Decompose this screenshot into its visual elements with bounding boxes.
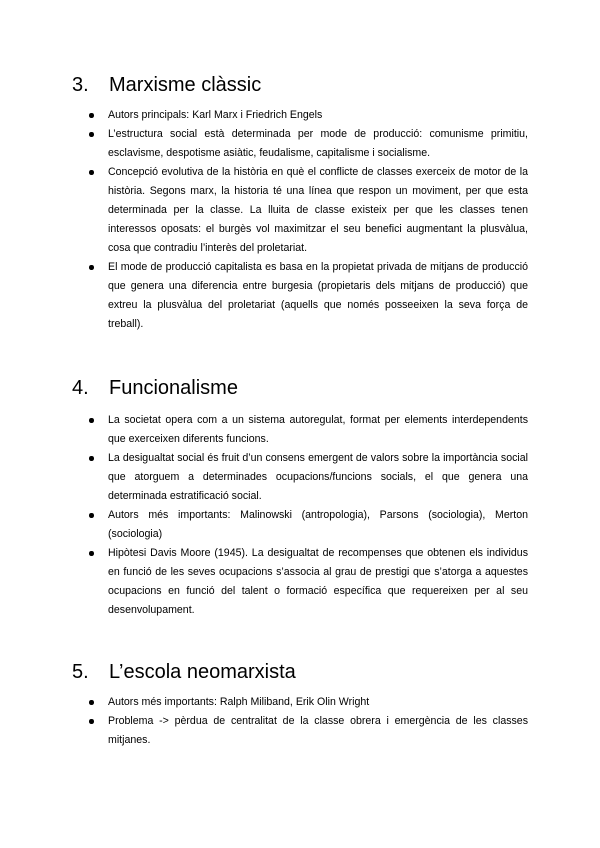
section-title: L’escola neomarxista [109,661,296,683]
list-item [72,544,528,620]
list-item-text: Autors més importants: Ralph Miliband, Erik Olin Wright [108,696,370,708]
section-marxisme-classic [72,73,528,334]
list-item-text: Autors principals: Karl Marx i Friedrich Engels [108,109,323,121]
list-item-text: La societat opera com a un sistema autoregulat, format per elements interdependents que exerceixen diferents funcions. [108,414,528,445]
list-item-text: Autors més importants: Malinowski (antropologia), Parsons (sociologia), Merton (sociologia) [108,509,528,540]
section-heading [72,73,528,97]
list-item [72,712,528,750]
section-funcionalisme [72,376,528,620]
list-item-text: L’estructura social està determinada per mode de producció: comunisme primitiu, esclavisme, despotisme asiàtic, feudalisme, capitalisme i socialisme. [108,128,528,159]
bullet-icon [89,700,94,705]
list-item-text: Problema -> pèrdua de centralitat de la classe obrera i emergència de les classes mitjanes. [108,715,528,746]
list-item [72,449,528,506]
list-item-text: Hipòtesi Davis Moore (1945). La desigualtat de recompenses que obtenen els individus en funció de les seves ocupacions s’associa al grau de prestigi que s’atorga a aquestes ocupacions en funció del talent o formació específica que requereixen per al seu desenvolupament. [108,547,528,616]
list-item-text: La desigualtat social és fruit d’un consens emergent de valors sobre la importància social que atorguem a determinades ocupacions/funcions socials, el que genera una determinada estratificació social. [108,452,528,502]
bullet-icon [89,132,94,137]
section-number: 3. [72,74,89,96]
bullet-icon [89,265,94,270]
bullet-icon [89,456,94,461]
bullet-icon [89,719,94,724]
list-item [72,163,528,258]
list-item-text: El mode de producció capitalista es basa en la propietat privada de mitjans de producció que genera una diferencia entre burgesia (propietaris dels mitjans de producció) que extreu la plusvàlua del proletariat (aquells que només posseeixen la seva força de treball). [108,261,528,330]
list-item-text: Concepció evolutiva de la història en què el conflicte de classes exerceix de motor de la història. Segons marx, la historia té una línea que respon un moviment, per que esta determinada per la classe. La lluita de classe existeix per que les classes tenen interessos oposats: el burgès vol maximitzar el seu benefici augmentant la plusvàlua, cosa que contradiu l’interès del proletariat. [108,166,528,254]
list-item [72,106,528,125]
list-item [72,506,528,544]
bullet-icon [89,551,94,556]
bullet-icon [89,418,94,423]
list-item [72,258,528,334]
section-title: Funcionalisme [109,377,238,399]
section-heading [72,660,528,684]
section-number: 4. [72,377,89,399]
bullet-icon [89,170,94,175]
list-item [72,125,528,163]
section-heading [72,376,528,400]
bullet-icon [89,113,94,118]
bullet-list [72,106,528,334]
section-escola-neomarxista [72,660,528,750]
list-item [72,411,528,449]
bullet-list [72,411,528,620]
bullet-list [72,693,528,750]
bullet-icon [89,513,94,518]
list-item [72,693,528,712]
section-title: Marxisme clàssic [109,74,262,96]
section-number: 5. [72,661,89,683]
